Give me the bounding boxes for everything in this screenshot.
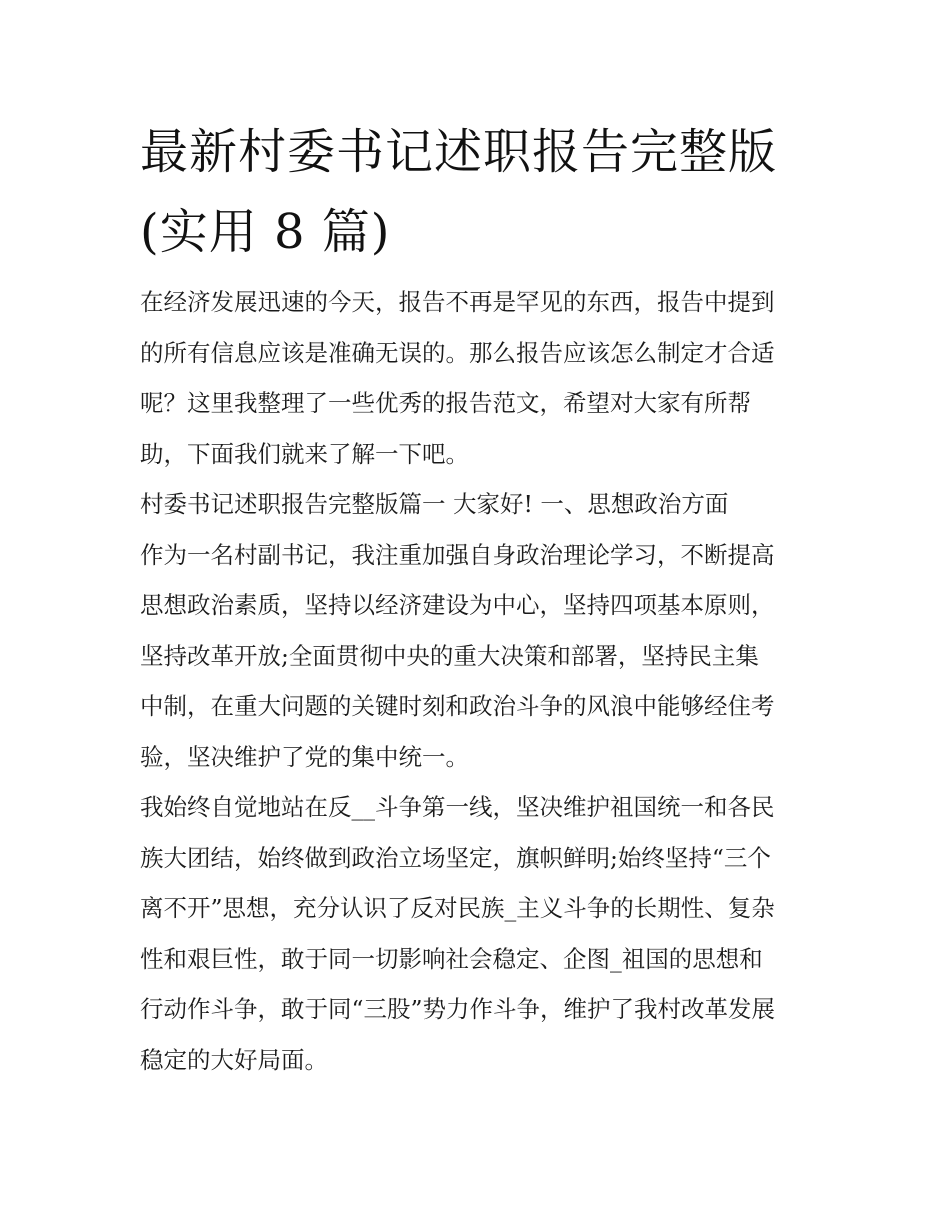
body-line: 的所有信息应该是准确无误的。那么报告应该怎么制定才合适 bbox=[140, 338, 775, 367]
body-line: 坚持改革开放;全面贯彻中央的重大决策和部署，坚持民主集 bbox=[140, 641, 759, 670]
body-line: 我始终自觉地站在反__斗争第一线，坚决维护祖国统一和各民 bbox=[140, 793, 775, 821]
document-title bbox=[140, 112, 830, 272]
body-line: 族大团结，始终做到政治立场坚定，旗帜鲜明;始终坚持“三个 bbox=[140, 843, 771, 872]
body-line: 离不开”思想，充分认识了反对民族_主义斗争的长期性、复杂 bbox=[140, 894, 775, 922]
body-line: 思想政治素质，坚持以经济建设为中心，坚持四项基本原则， bbox=[140, 591, 775, 619]
document-body bbox=[140, 277, 820, 1085]
body-line: 呢？这里我整理了一些优秀的报告范文，希望对大家有所帮 bbox=[140, 389, 751, 417]
body-line: 村委书记述职报告完整版篇一 大家好! 一、思想政治方面 bbox=[140, 490, 729, 518]
body-line: 验，坚决维护了党的集中统一。 bbox=[140, 742, 469, 771]
body-line: 行动作斗争，敢于同“三股”势力作斗争，维护了我村改革发展 bbox=[140, 995, 776, 1023]
body-line: 作为一名村副书记，我注重加强自身政治理论学习，不断提高 bbox=[140, 540, 775, 569]
title-line-1: 最新村委书记述职报告完整版 bbox=[140, 124, 778, 180]
body-line: 中制，在重大问题的关键时刻和政治斗争的风浪中能够经住考 bbox=[140, 692, 775, 720]
body-line: 助，下面我们就来了解一下吧。 bbox=[140, 439, 469, 468]
body-line: 性和艰巨性，敢于同一切影响社会稳定、企图_祖国的思想和 bbox=[140, 944, 763, 973]
body-line: 稳定的大好局面。 bbox=[140, 1045, 328, 1074]
body-line: 在经济发展迅速的今天，报告不再是罕见的东西，报告中提到 bbox=[140, 288, 775, 316]
title-line-2: (实用 8 篇) bbox=[140, 204, 391, 260]
